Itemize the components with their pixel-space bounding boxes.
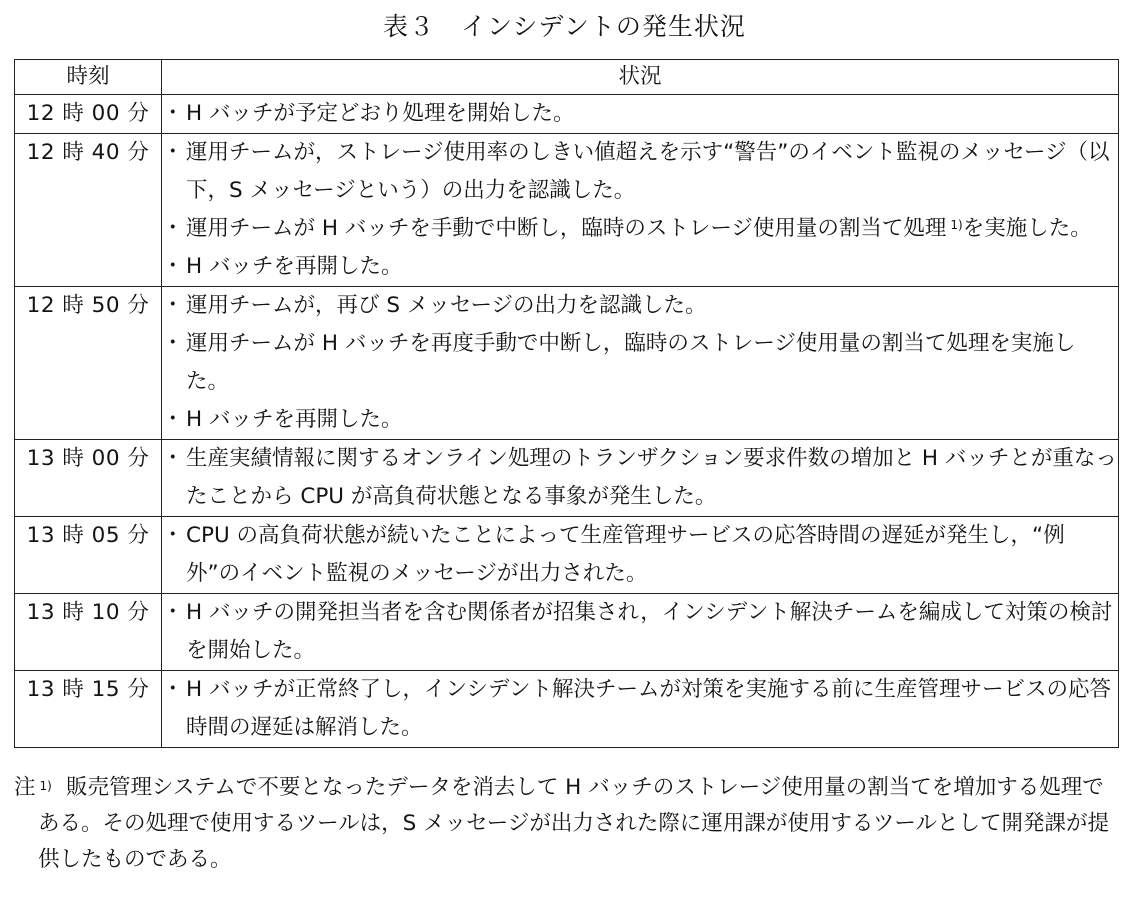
table-row: [15, 440, 1119, 517]
status-text: H バッチが予定どおり処理を開始した。: [186, 101, 575, 126]
status-item-text: [186, 134, 1118, 210]
bullet-mark: ・: [162, 677, 184, 702]
bullet-mark: ・: [162, 446, 184, 471]
footnote: [14, 770, 1118, 878]
status-item: [162, 95, 1118, 133]
status-item: [162, 287, 1118, 325]
bullet-mark: ・: [162, 331, 184, 356]
status-text: CPU の高負荷状態が続いたことによって生産管理サービスの応答時間の遅延が発生し，“例外”のイベント監視のメッセージが出力された。: [186, 523, 1065, 586]
header-time: 時刻: [15, 60, 162, 95]
status-cell: [162, 517, 1119, 594]
time-cell: 13 時 05 分: [15, 517, 162, 594]
status-text-continued: を実施した。: [962, 216, 1092, 241]
header-status: 状況: [162, 60, 1119, 95]
status-item-text: [186, 440, 1118, 516]
table-title: 表３ インシデントの発生状況: [383, 12, 746, 41]
table-row: [15, 134, 1119, 287]
bullet-mark: ・: [162, 254, 184, 279]
status-item-text: [186, 671, 1118, 747]
status-item-text: [186, 401, 1118, 439]
status-item: [162, 325, 1118, 401]
table-row: [15, 671, 1119, 748]
status-item-text: [186, 248, 1118, 286]
status-text: 運用チームが，ストレージ使用率のしきい値超えを示す“警告”のイベント監視のメッセージ（以下，S メッセージという）の出力を認識した。: [186, 140, 1110, 203]
status-item: [162, 210, 1118, 248]
table-row: [15, 287, 1119, 440]
footnote-label: [14, 770, 52, 806]
time-cell: 13 時 10 分: [15, 594, 162, 671]
bullet-mark: ・: [162, 600, 184, 625]
footnote-label-text: 注: [14, 775, 36, 800]
status-cell: [162, 671, 1119, 748]
status-text: H バッチが正常終了し，インシデント解決チームが対策を実施する前に生産管理サービスの応答時間の遅延は解消した。: [186, 677, 1112, 740]
status-item: [162, 401, 1118, 439]
status-text: 運用チームが H バッチを手動で中断し，臨時のストレージ使用量の割当て処理: [186, 216, 947, 241]
status-cell: [162, 440, 1119, 517]
table-row: [15, 95, 1119, 134]
table-row: [15, 517, 1119, 594]
bullet-mark: ・: [162, 523, 184, 548]
status-item: [162, 671, 1118, 747]
bullet-mark: ・: [162, 293, 184, 318]
status-item-text: [186, 210, 1118, 248]
status-item: [162, 134, 1118, 210]
status-text: H バッチを再開した。: [186, 254, 403, 279]
status-item-text: [186, 287, 1118, 325]
footnote-text: 販売管理システムで不要となったデータを消去して H バッチのストレージ使用量の割当てを増加する処理である。その処理で使用するツールは，S メッセージが出力された際に運用課が使用するツールとして開発課が提供したものである。: [38, 775, 1109, 872]
status-item-text: [186, 517, 1118, 593]
time-cell: 12 時 40 分: [15, 134, 162, 287]
status-cell: [162, 287, 1119, 440]
bullet-mark: ・: [162, 140, 184, 165]
table-body: [15, 95, 1119, 748]
time-cell: 12 時 50 分: [15, 287, 162, 440]
status-item: [162, 440, 1118, 516]
table-row: [15, 594, 1119, 671]
status-item: [162, 517, 1118, 593]
status-text: H バッチを再開した。: [186, 407, 403, 432]
status-item: [162, 248, 1118, 286]
time-cell: 13 時 15 分: [15, 671, 162, 748]
status-item-text: [186, 325, 1118, 401]
status-cell: [162, 594, 1119, 671]
bullet-mark: ・: [162, 407, 184, 432]
status-cell: [162, 95, 1119, 134]
footnote-marker: 1): [39, 779, 52, 793]
table-header-row: [15, 60, 1119, 95]
bullet-mark: ・: [162, 101, 184, 126]
status-cell: [162, 134, 1119, 287]
incident-table: [14, 59, 1119, 748]
footnote-reference: 1): [950, 218, 963, 232]
status-item-text: [186, 95, 1118, 133]
time-cell: 13 時 00 分: [15, 440, 162, 517]
status-item-text: [186, 594, 1118, 670]
status-text: 生産実績情報に関するオンライン処理のトランザクション要求件数の増加と H バッチとが重なったことから CPU が高負荷状態となる事象が発生した。: [186, 446, 1117, 509]
status-text: 運用チームが，再び S メッセージの出力を認識した。: [186, 293, 707, 318]
status-text: H バッチの開発担当者を含む関係者が招集され，インシデント解決チームを編成して対策の検討を開始した。: [186, 600, 1113, 663]
time-cell: 12 時 00 分: [15, 95, 162, 134]
bullet-mark: ・: [162, 216, 184, 241]
status-text: 運用チームが H バッチを再度手動で中断し，臨時のストレージ使用量の割当て処理を実施した。: [186, 331, 1076, 394]
status-item: [162, 594, 1118, 670]
